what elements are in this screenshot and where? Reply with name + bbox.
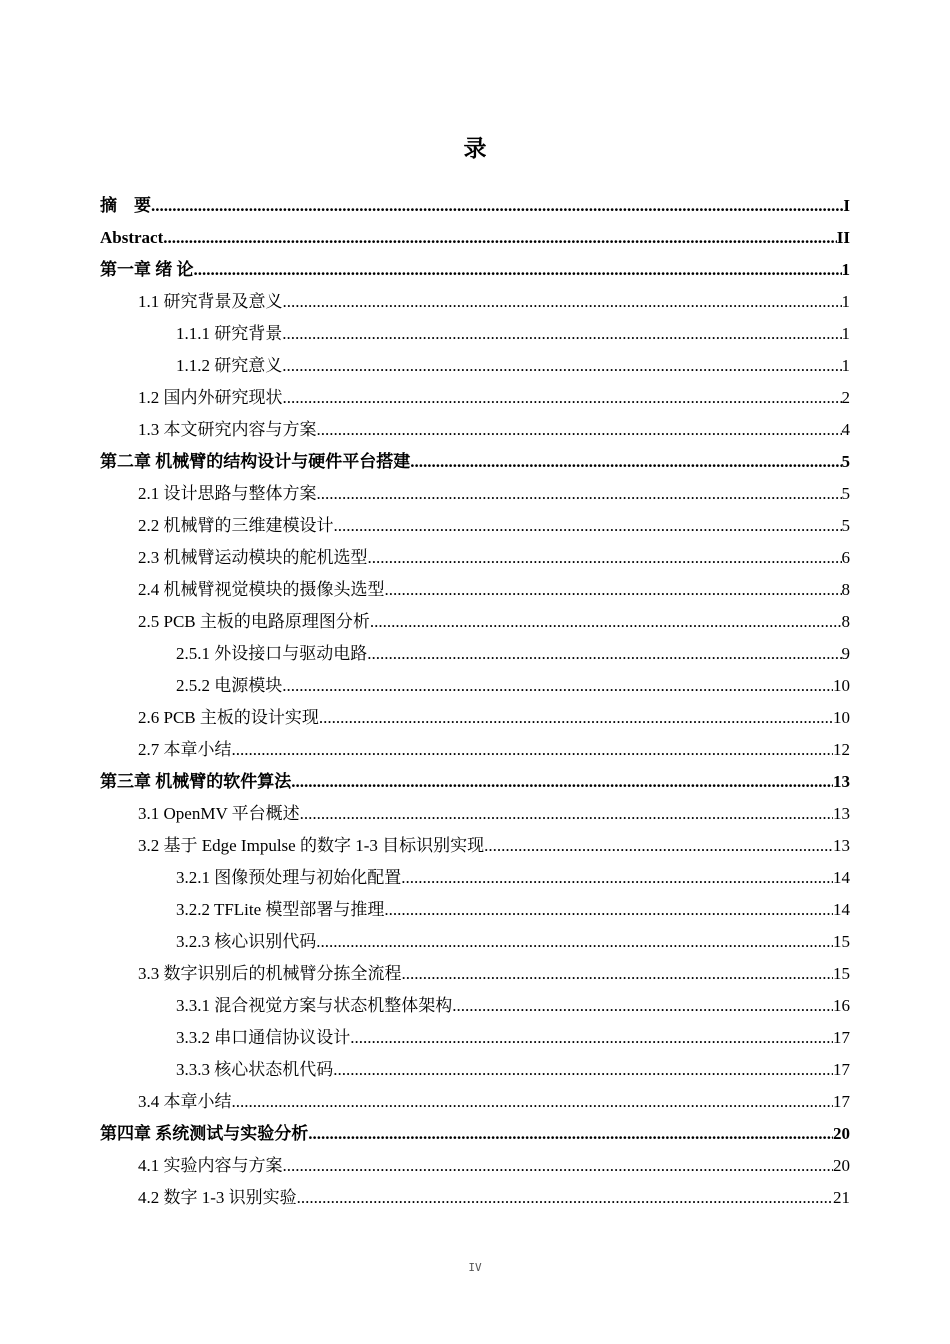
toc-entry-page: 12 — [833, 740, 850, 759]
page-title: 录 — [463, 136, 487, 161]
toc-entry[interactable] — [176, 1058, 850, 1082]
toc-entry-label: 1.1.2 研究意义 — [176, 356, 283, 375]
toc-entry-page: II — [836, 228, 850, 247]
toc-entry-label: 1.2 国内外研究现状 — [138, 388, 283, 407]
toc-entry[interactable] — [100, 1122, 850, 1146]
toc-entry-page: I — [843, 196, 850, 215]
toc-dot-leader — [283, 1154, 834, 1178]
toc-entry-label: 2.7 本章小结 — [138, 740, 232, 759]
page-number: IV — [468, 1261, 482, 1274]
toc-entry[interactable] — [138, 578, 850, 602]
toc-dot-leader — [151, 194, 843, 218]
toc-entry-page: 20 — [833, 1124, 850, 1143]
toc-entry[interactable] — [100, 450, 850, 474]
toc-entry-label: 1.1.1 研究背景 — [176, 324, 283, 343]
toc-entry-page: 6 — [841, 548, 850, 567]
toc-entry[interactable] — [138, 546, 850, 570]
toc-entry-label: 2.4 机械臂视觉模块的摄像头选型 — [138, 580, 385, 599]
toc-dot-leader — [300, 802, 833, 826]
toc-entry[interactable] — [138, 738, 850, 762]
toc-dot-leader — [291, 770, 833, 794]
toc-entry-page: 4 — [841, 420, 850, 439]
toc-entry[interactable] — [138, 1154, 850, 1178]
toc-entry-page: 14 — [833, 900, 850, 919]
toc-entry-label: 3.3.1 混合视觉方案与状态机整体架构 — [176, 996, 453, 1015]
toc-dot-leader — [283, 290, 842, 314]
toc-dot-leader — [402, 962, 834, 986]
toc-entry[interactable] — [138, 482, 850, 506]
toc-entry-page: 1 — [841, 292, 850, 311]
toc-dot-leader — [282, 674, 833, 698]
toc-dot-leader — [316, 930, 833, 954]
toc-entry-label: 1.3 本文研究内容与方案 — [138, 420, 317, 439]
toc-entry[interactable] — [100, 226, 850, 250]
toc-dot-leader — [282, 354, 841, 378]
toc-entry-page: 5 — [841, 484, 850, 503]
toc-entry-label: 2.2 机械臂的三维建模设计 — [138, 516, 334, 535]
toc-entry[interactable] — [138, 706, 850, 730]
toc-entry[interactable] — [176, 642, 850, 666]
toc-entry[interactable] — [100, 258, 850, 282]
toc-dot-leader — [367, 642, 841, 666]
toc-entry[interactable] — [138, 386, 850, 410]
toc-entry[interactable] — [138, 514, 850, 538]
toc-dot-leader — [385, 578, 842, 602]
toc-entry-label: 2.5.2 电源模块 — [176, 676, 283, 695]
toc-entry-page: 5 — [841, 516, 850, 535]
toc-entry-label: 2.1 设计思路与整体方案 — [138, 484, 317, 503]
toc-entry[interactable] — [176, 930, 850, 954]
toc-entry-page: 13 — [833, 836, 850, 855]
toc-dot-leader — [232, 738, 834, 762]
toc-dot-leader — [370, 610, 842, 634]
toc-dot-leader — [401, 866, 833, 890]
toc-entry[interactable] — [176, 322, 850, 346]
toc-entry-page: 13 — [833, 772, 850, 791]
toc-entry-label: Abstract — [100, 228, 164, 247]
toc-entry-label: 第四章 系统测试与实验分析 — [100, 1124, 309, 1143]
toc-entry-label: 3.3.2 串口通信协议设计 — [176, 1028, 351, 1047]
toc-entry-label: 3.3 数字识别后的机械臂分拣全流程 — [138, 964, 402, 983]
toc-entry[interactable] — [138, 834, 850, 858]
toc-entry-page: 8 — [841, 580, 850, 599]
toc-dot-leader — [283, 386, 842, 410]
toc-entry-page: 1 — [841, 356, 850, 375]
toc-dot-leader — [484, 834, 833, 858]
toc-entry[interactable] — [176, 866, 850, 890]
toc-dot-leader — [297, 1186, 833, 1210]
toc-dot-leader — [452, 994, 833, 1018]
toc-dot-leader — [319, 706, 833, 730]
toc-entry[interactable] — [138, 1090, 850, 1114]
toc-entry-page: 17 — [833, 1092, 850, 1111]
toc-entry-label: 2.3 机械臂运动模块的舵机选型 — [138, 548, 368, 567]
toc-entry-label: 4.2 数字 1-3 识别实验 — [138, 1188, 297, 1207]
toc-entry[interactable] — [176, 674, 850, 698]
toc-entry-label: 第二章 机械臂的结构设计与硬件平台搭建 — [100, 452, 411, 471]
toc-dot-leader — [194, 258, 842, 282]
toc-entry-page: 2 — [841, 388, 850, 407]
toc-entry-page: 16 — [833, 996, 850, 1015]
toc-entry-label: 3.2 基于 Edge Impulse 的数字 1-3 目标识别实现 — [138, 836, 485, 855]
toc-entry-page: 1 — [841, 324, 850, 343]
toc-dot-leader — [410, 450, 841, 474]
toc-entry-page: 10 — [833, 708, 850, 727]
toc-entry-page: 10 — [833, 676, 850, 695]
toc-entry-label: 3.1 OpenMV 平台概述 — [138, 804, 300, 823]
toc-entry-label: 3.2.3 核心识别代码 — [176, 932, 317, 951]
toc-entry-label: 4.1 实验内容与方案 — [138, 1156, 283, 1175]
toc-entry-label: 2.5.1 外设接口与驱动电路 — [176, 644, 368, 663]
toc-entry-page: 15 — [833, 964, 850, 983]
toc-entry-label: 2.6 PCB 主板的设计实现 — [138, 708, 319, 727]
toc-entry-label: 3.4 本章小结 — [138, 1092, 232, 1111]
toc-dot-leader — [384, 898, 833, 922]
toc-entry-page: 9 — [841, 644, 850, 663]
toc-entry-page: 15 — [833, 932, 850, 951]
toc-entry-label: 3.2.1 图像预处理与初始化配置 — [176, 868, 402, 887]
toc-entry[interactable] — [138, 1186, 850, 1210]
toc-dot-leader — [350, 1026, 833, 1050]
toc-entry-label: 1.1 研究背景及意义 — [138, 292, 283, 311]
toc-entry[interactable] — [138, 962, 850, 986]
toc-entry[interactable] — [100, 194, 850, 218]
toc-entry[interactable] — [176, 898, 850, 922]
toc-entry-label: 3.2.2 TFLite 模型部署与推理 — [176, 900, 385, 919]
toc-entry[interactable] — [176, 354, 850, 378]
toc-entry-label: 摘 要 — [100, 196, 151, 215]
toc-entry[interactable] — [176, 994, 850, 1018]
toc-dot-leader — [333, 1058, 833, 1082]
toc-entry-label: 第一章 绪 论 — [100, 260, 194, 279]
toc-dot-leader — [368, 546, 842, 570]
toc-entry-label: 3.3.3 核心状态机代码 — [176, 1060, 334, 1079]
toc-entry-page: 20 — [833, 1156, 850, 1175]
toc-dot-leader — [334, 514, 842, 538]
toc-entry[interactable] — [176, 1026, 850, 1050]
toc-dot-leader — [317, 482, 842, 506]
toc-entry[interactable] — [100, 770, 850, 794]
toc-entry-page: 8 — [841, 612, 850, 631]
toc-entry-page: 17 — [833, 1060, 850, 1079]
toc-entry[interactable] — [138, 802, 850, 826]
toc-entry-page: 21 — [833, 1188, 850, 1207]
toc-entry-page: 14 — [833, 868, 850, 887]
toc-dot-leader — [317, 418, 842, 442]
toc-dot-leader — [282, 322, 841, 346]
toc-entry-page: 17 — [833, 1028, 850, 1047]
toc-entry-label: 第三章 机械臂的软件算法 — [100, 772, 292, 791]
toc-dot-leader — [163, 226, 837, 250]
toc-entry-label: 2.5 PCB 主板的电路原理图分析 — [138, 612, 370, 631]
toc-entry-page: 1 — [841, 260, 850, 279]
toc-entry-page: 13 — [833, 804, 850, 823]
toc-entry[interactable] — [138, 418, 850, 442]
toc-entry-page: 5 — [841, 452, 850, 471]
toc-entry[interactable] — [138, 290, 850, 314]
toc-entry[interactable] — [138, 610, 850, 634]
toc-dot-leader — [308, 1122, 833, 1146]
toc-dot-leader — [232, 1090, 834, 1114]
